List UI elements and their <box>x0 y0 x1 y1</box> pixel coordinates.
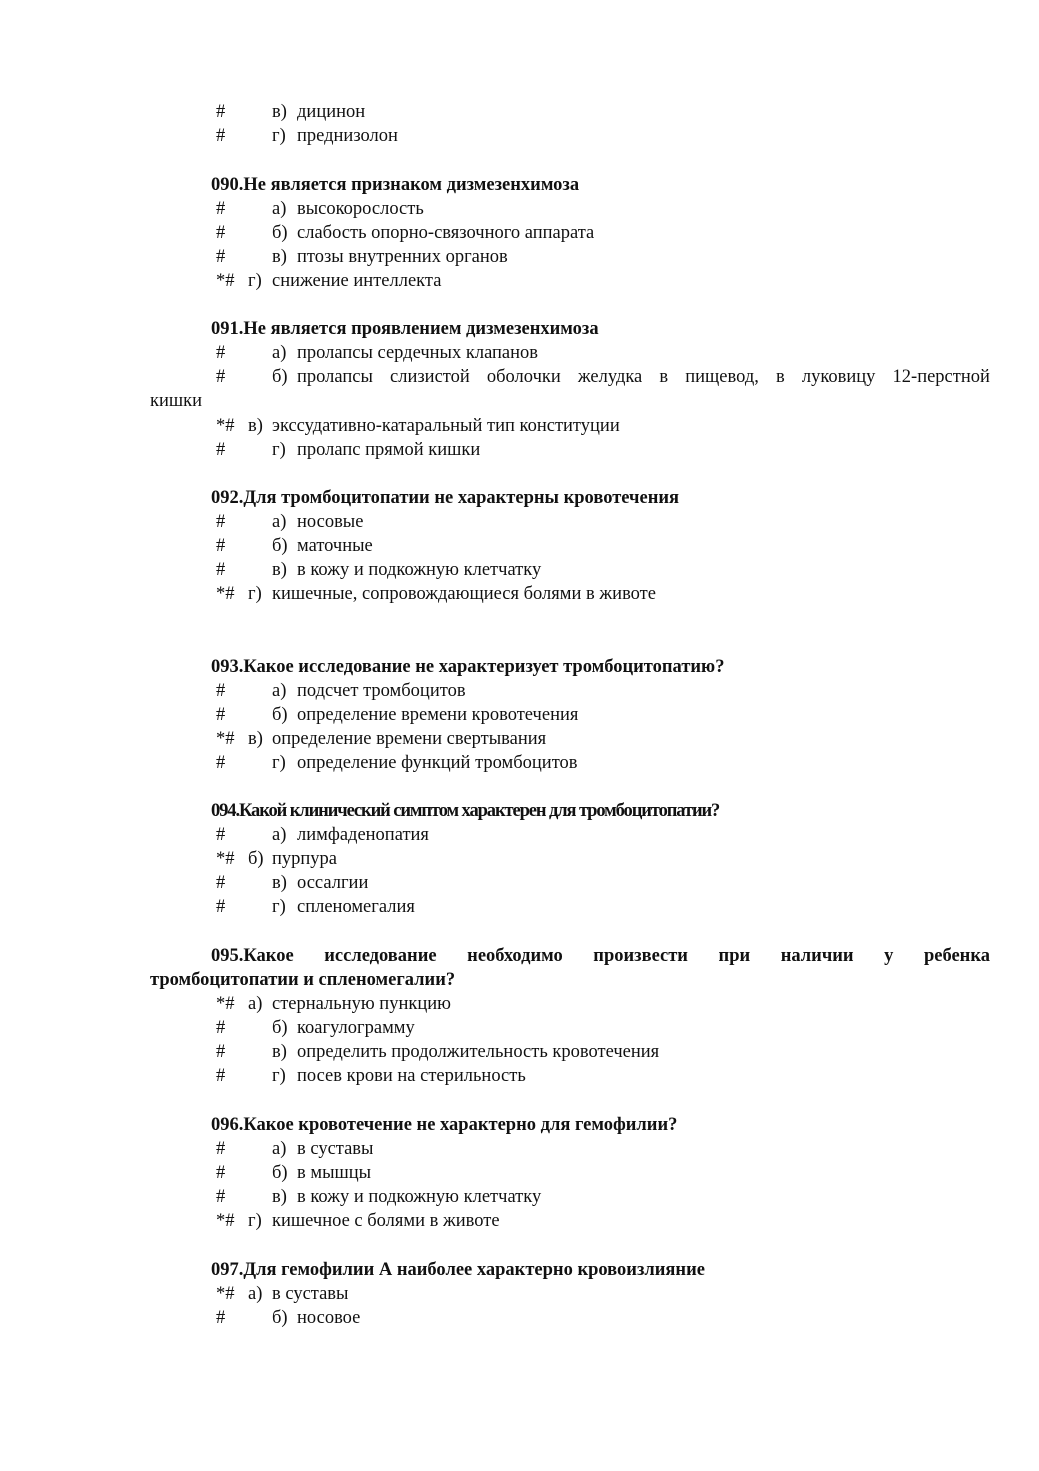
answer-letter: б) <box>272 223 288 243</box>
question-093-title: 093.Какое исследование не характеризует тромбоцитопатию? <box>211 657 725 677</box>
question-095-title <box>211 944 990 968</box>
question-095-title-continuation: тромбоцитопатии и спленомегалии? <box>150 970 456 990</box>
answer-letter: г) <box>272 440 286 460</box>
answer-letter: б) <box>272 705 288 725</box>
answer-text: в мышцы <box>297 1163 372 1183</box>
answer-text: экссудативно-катаральный тип конституции <box>272 416 620 436</box>
answer-text: кишечные, сопровождающиеся болями в животе <box>272 584 656 604</box>
answer-word: луковицу <box>801 367 876 387</box>
answer-marker: # <box>216 681 226 701</box>
answer-marker: # <box>216 536 226 556</box>
correct-answer-marker: *# <box>216 416 235 436</box>
correct-answer-marker: *# <box>216 994 235 1014</box>
answer-text: носовые <box>297 512 364 532</box>
answer-marker: # <box>216 1139 226 1159</box>
correct-answer-marker: *# <box>216 1211 235 1231</box>
answer-text: носовое <box>297 1308 361 1328</box>
answer-word: пищевод, <box>685 367 759 387</box>
answer-letter: б) <box>272 1018 288 1038</box>
question-095-word: наличии <box>780 946 854 966</box>
answer-text: в суставы <box>272 1284 349 1304</box>
correct-answer-marker: *# <box>216 849 235 869</box>
answer-text-continuation: кишки <box>150 391 203 411</box>
answer-letter: в) <box>248 729 263 749</box>
question-095-word: исследование <box>324 946 437 966</box>
answer-letter: б) <box>272 367 288 387</box>
answer-letter: а) <box>248 994 263 1014</box>
answer-marker: # <box>216 247 226 267</box>
answer-marker: # <box>216 1042 226 1062</box>
question-096-title: 096.Какое кровотечение не характерно для гемофилии? <box>211 1115 678 1135</box>
answer-text: подсчет тромбоцитов <box>297 681 466 701</box>
question-095-word: при <box>718 946 751 966</box>
answer-text: определение функций тромбоцитов <box>297 753 578 773</box>
answer-letter: б) <box>272 1308 288 1328</box>
question-092-title: 092.Для тромбоцитопатии не характерны кровотечения <box>211 488 680 508</box>
answer-text: оссалгии <box>297 873 369 893</box>
answer-text: в кожу и подкожную клетчатку <box>297 1187 542 1207</box>
question-095-word: ребенка <box>923 946 990 966</box>
answer-text: пурпура <box>272 849 338 869</box>
answer-letter: в) <box>272 560 287 580</box>
answer-text: определение времени кровотечения <box>297 705 579 725</box>
answer-text: высокорослость <box>297 199 424 219</box>
answer-text: спленомегалия <box>297 897 415 917</box>
correct-answer-marker: *# <box>216 729 235 749</box>
answer-letter: в) <box>272 1042 287 1062</box>
question-097-title: 097.Для гемофилии А наиболее характерно кровоизлияние <box>211 1260 705 1280</box>
question-094-title: 094.Какой клинический симптом характерен для тромбоцитопатии? <box>211 801 720 821</box>
answer-letter: г) <box>272 753 286 773</box>
answer-letter: в) <box>272 1187 287 1207</box>
answer-text: стернальную пункцию <box>272 994 451 1014</box>
correct-answer-marker: *# <box>216 584 235 604</box>
answer-text: в суставы <box>297 1139 374 1159</box>
answer-marker: # <box>216 1018 226 1038</box>
answer-word: в <box>659 367 669 387</box>
answer-word: пролапсы <box>297 367 373 387</box>
answer-letter: а) <box>248 1284 263 1304</box>
answer-letter: а) <box>272 681 287 701</box>
answer-marker: # <box>216 367 226 387</box>
question-090-title: 090.Не является признаком дизмезенхимоза <box>211 175 580 195</box>
answer-letter: а) <box>272 512 287 532</box>
question-095-word: необходимо <box>467 946 563 966</box>
answer-marker: # <box>216 753 226 773</box>
answer-text: преднизолон <box>297 126 398 146</box>
answer-text: в кожу и подкожную клетчатку <box>297 560 542 580</box>
answer-marker: # <box>216 343 226 363</box>
answer-word: в <box>775 367 785 387</box>
answer-text: дицинон <box>297 102 366 122</box>
answer-word: желудка <box>577 367 643 387</box>
answer-letter: г) <box>248 1211 262 1231</box>
answer-letter: б) <box>272 1163 288 1183</box>
answer-letter: а) <box>272 1139 287 1159</box>
answer-marker: # <box>216 102 226 122</box>
answer-marker: # <box>216 223 226 243</box>
answer-marker: # <box>216 440 226 460</box>
answer-marker: # <box>216 1163 226 1183</box>
answer-marker: # <box>216 897 226 917</box>
answer-text: лимфаденопатия <box>297 825 429 845</box>
answer-text: птозы внутренних органов <box>297 247 508 267</box>
answer-text <box>297 365 990 389</box>
answer-marker: # <box>216 705 226 725</box>
answer-text: посев крови на стерильность <box>297 1066 526 1086</box>
answer-marker: # <box>216 1308 226 1328</box>
answer-marker: # <box>216 825 226 845</box>
correct-answer-marker: *# <box>216 271 235 291</box>
question-095-word: 095.Какое <box>211 946 294 966</box>
answer-letter: а) <box>272 825 287 845</box>
answer-word: слизистой <box>390 367 470 387</box>
answer-letter: б) <box>272 536 288 556</box>
answer-text: маточные <box>297 536 373 556</box>
answer-letter: г) <box>272 1066 286 1086</box>
answer-marker: # <box>216 126 226 146</box>
answer-text: пролапс прямой кишки <box>297 440 481 460</box>
answer-word: 12-перстной <box>892 367 990 387</box>
answer-letter: в) <box>272 102 287 122</box>
answer-letter: в) <box>248 416 263 436</box>
question-095-word: у <box>884 946 894 966</box>
answer-text: слабость опорно-связочного аппарата <box>297 223 595 243</box>
answer-letter: в) <box>272 247 287 267</box>
answer-text: пролапсы сердечных клапанов <box>297 343 539 363</box>
answer-letter: а) <box>272 343 287 363</box>
answer-letter: г) <box>248 584 262 604</box>
answer-letter: г) <box>272 126 286 146</box>
answer-letter: г) <box>272 897 286 917</box>
answer-marker: # <box>216 1066 226 1086</box>
answer-letter: а) <box>272 199 287 219</box>
answer-marker: # <box>216 873 226 893</box>
answer-marker: # <box>216 512 226 532</box>
answer-text: определить продолжительность кровотечения <box>297 1042 660 1062</box>
answer-letter: в) <box>272 873 287 893</box>
answer-text: определение времени свертывания <box>272 729 547 749</box>
answer-text: снижение интеллекта <box>272 271 442 291</box>
answer-marker: # <box>216 560 226 580</box>
question-095-word: произвести <box>593 946 688 966</box>
question-091-title: 091.Не является проявлением дизмезенхимоза <box>211 319 599 339</box>
answer-text: кишечное с болями в животе <box>272 1211 500 1231</box>
answer-marker: # <box>216 1187 226 1207</box>
answer-marker: # <box>216 199 226 219</box>
correct-answer-marker: *# <box>216 1284 235 1304</box>
answer-letter: б) <box>248 849 264 869</box>
answer-letter: г) <box>248 271 262 291</box>
answer-text: коагулограмму <box>297 1018 415 1038</box>
answer-word: оболочки <box>486 367 561 387</box>
